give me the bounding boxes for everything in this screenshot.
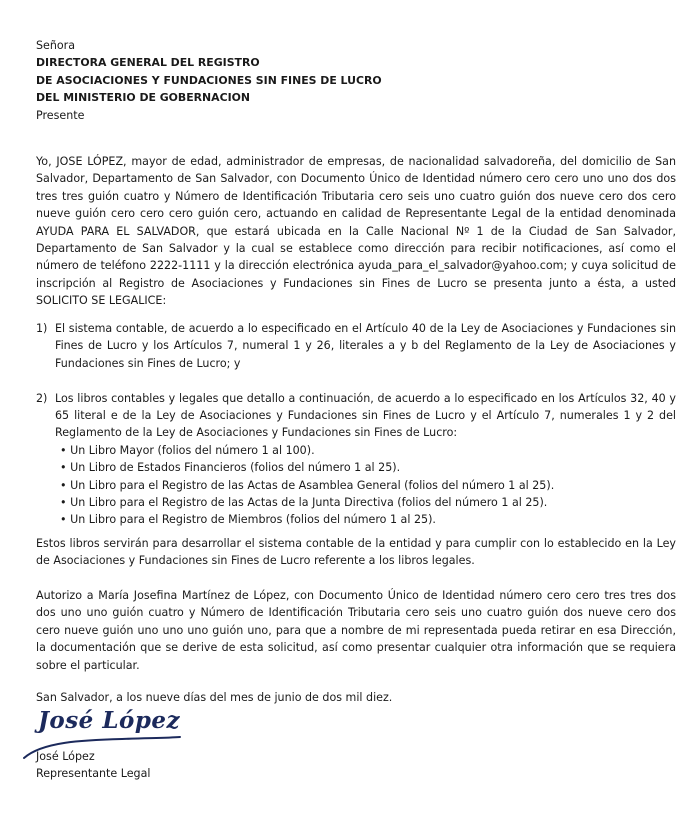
request-text: El sistema contable, de acuerdo a lo especificado en el Artículo 40 de la Ley de Asociaciones y Fundaciones sin Fines de Lucro y los Artículos 7, numeral 1 y 26, literales a y b del Reglamento de la Ley de Asociaciones y Fundaciones sin Fines de Lucro; y: [55, 322, 676, 370]
recipient-line-3: DEL MINISTERIO DE GOBERNACION: [36, 91, 251, 105]
signer-name: José López: [36, 750, 95, 763]
salutation: Señora: [36, 39, 76, 52]
request-number: 1): [36, 322, 48, 335]
book-list-item: • Un Libro para el Registro de Miembros (folios del número 1 al 25).: [60, 513, 436, 527]
book-list-item: • Un Libro de Estados Financieros (folios del número 1 al 25).: [60, 461, 401, 475]
book-list-item: • Un Libro Mayor (folios del número 1 al 100).: [60, 443, 315, 457]
authorization-paragraph: Autorizo a María Josefina Martínez de López, con Documento Único de Identidad número cero cero tres tres dos dos uno uno guión cuatro y Número de Identificación Tributaria cero seis uno cuatro guión dos nueve cero dos cero nueve guión uno uno uno guión uno, para que a nombre de mi representada pueda retirar en esa Dirección, la documentación que se derive de esta solicitud, así como presentar cualquier otra información que se requiera sobre el particular.: [36, 589, 676, 672]
address-block: [36, 37, 382, 124]
request-number: 2): [36, 391, 48, 405]
recipient-line-2: DE ASOCIACIONES Y FUNDACIONES SIN FINES DE LUCRO: [36, 73, 382, 87]
signer-title: Representante Legal: [36, 767, 151, 780]
recipient-line-1: DIRECTORA GENERAL DEL REGISTRO: [36, 56, 260, 70]
request-item-1: [36, 320, 676, 372]
books-paragraph: Estos libros servirán para desarrollar el sistema contable de la entidad y para cumplir con lo establecido en la Ley de Asociaciones y Fundaciones sin Fines de Lucro referente a los libros legales.: [36, 537, 676, 568]
book-list-item: • Un Libro para el Registro de las Actas de la Junta Directiva (folios del número 1 al 25).: [60, 496, 548, 510]
date-line: San Salvador, a los nueve días del mes de junio de dos mil diez.: [36, 691, 393, 704]
signature-script: José López: [38, 707, 181, 734]
request-list: [36, 320, 676, 529]
request-text: Los libros contables y legales que detallo a continuación, de acuerdo a lo especificado en los Artículos 32, 40 y 65 literal e de la Ley de Asociaciones y Fundaciones sin Fines de Lucro y el Artículo 7, numerales 1 y 2 del Reglamento de la Ley de Asociaciones y Fundaciones sin Fines de Lucro:: [55, 391, 676, 440]
request-item-2: [36, 390, 676, 529]
book-list-item: • Un Libro para el Registro de las Actas de Asamblea General (folios del número 1 al 25).: [60, 478, 555, 492]
intro-paragraph: Yo, JOSE LÓPEZ, mayor de edad, administrador de empresas, de nacionalidad salvadoreña, del domicilio de San Salvador, Departamento de San Salvador, con Documento Único de Identidad número cero cero uno uno dos dos tres tres guión cuatro y Número de Identificación Tributaria cero seis uno cuatro guión dos nueve cero dos cero nueve guión cero cero cero guión cero, actuando en calidad de Representante Legal de la entidad denominada AYUDA PARA EL SALVADOR, que estará ubicada en la Calle Nacional Nº 1 de la Ciudad de San Salvador, Departamento de San Salvador y la cual se establece como dirección para recibir notificaciones, así como el número de teléfono 2222-1111 y la dirección electrónica ayuda_para_el_salvador@yahoo.com; y cuya solicitud de inscripción al Registro de Asociaciones y Fundaciones sin Fines de Lucro se presenta junto a ésta, a usted SOLICITO SE LEGALICE:: [36, 155, 676, 308]
presente-line: Presente: [36, 108, 85, 122]
